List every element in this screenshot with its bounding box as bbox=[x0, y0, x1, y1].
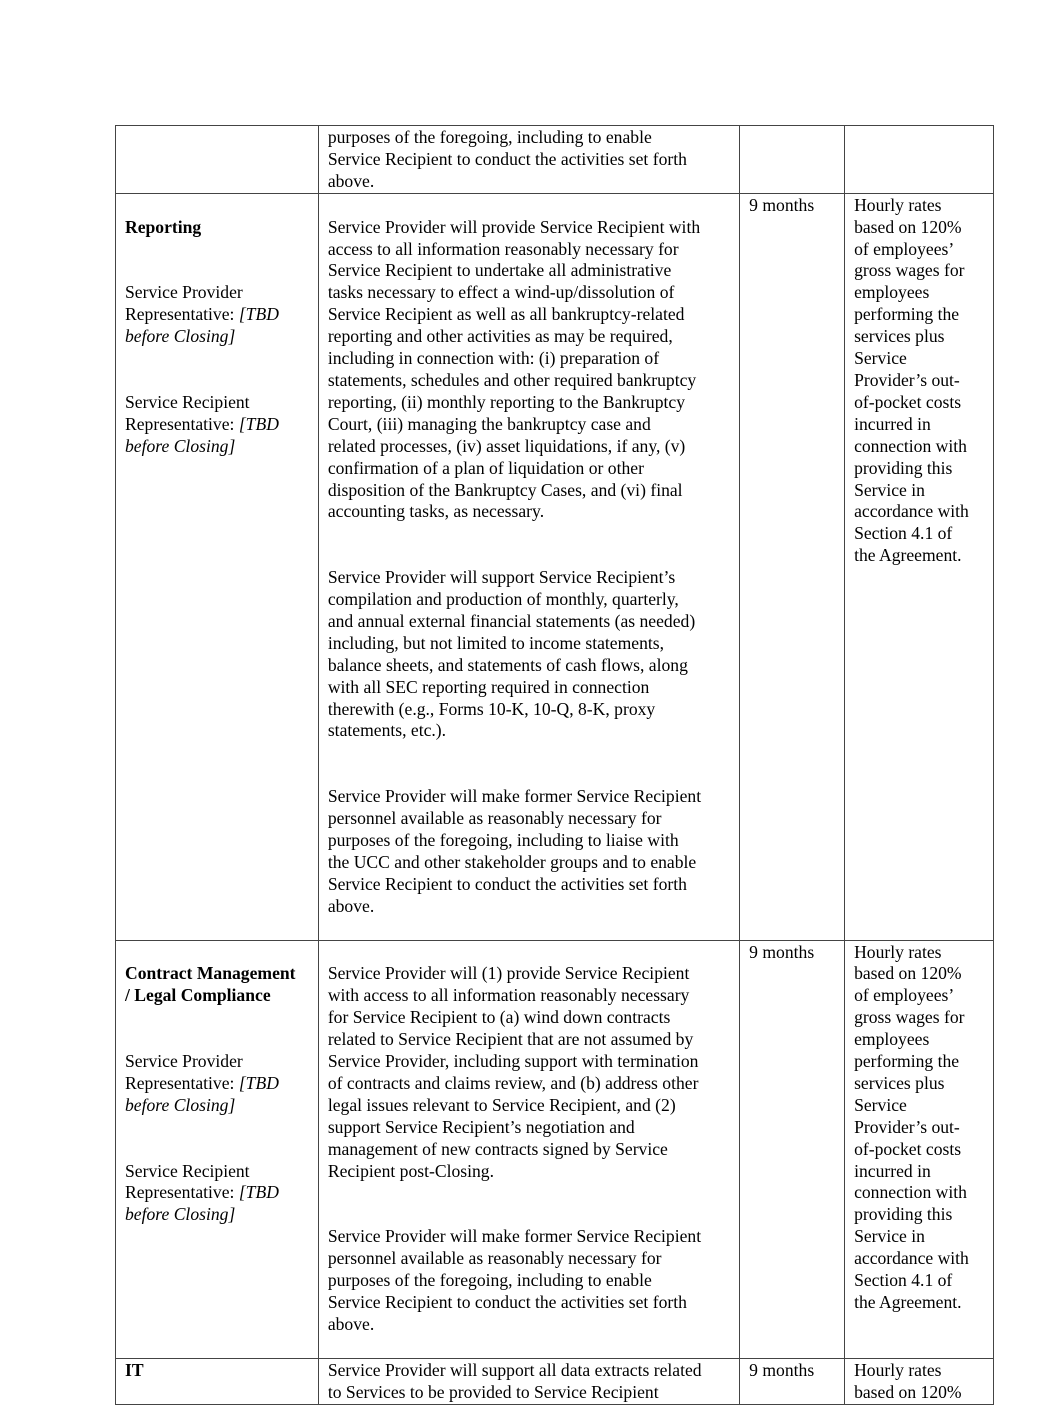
description-paragraph: Service Provider will (1) provide Service Recipient with access to all information reasonably necessary for Service Recipient to (a) wind down contracts related to Service Recipient that are not assumed by Service Provider, including support with termination of contracts and claims review, and (b) address other legal issues relevant to Service Recipient, and (2) support Service Recipient’s negotiation and management of new contracts signed by Service Recipient post-Closing. bbox=[327, 963, 699, 1181]
recipient-representative bbox=[125, 1161, 312, 1227]
description-paragraph: Service Provider will make former Service Recipient personnel available as reasonably necessary for purposes of the foregoing, including to enable Service Recipient to conduct the activities set forth above. bbox=[327, 1226, 702, 1334]
provider-representative bbox=[125, 1051, 312, 1117]
duration-cell: 9 months bbox=[740, 193, 845, 940]
recipient-rep-value: [TBD before Closing] bbox=[125, 1182, 279, 1225]
recipient-rep-value: [TBD before Closing] bbox=[125, 413, 279, 456]
description-cell bbox=[318, 940, 739, 1358]
cost-cell: Hourly rates based on 120% bbox=[845, 1358, 994, 1404]
services-schedule-table bbox=[115, 125, 994, 1405]
service-name: Contract Management / Legal Compliance bbox=[125, 963, 296, 1006]
service-cell bbox=[116, 940, 319, 1358]
description-paragraph: Service Provider will provide Service Recipient with access to all information reasonably necessary for Service Recipient to undertake all administrative tasks necessary to effect a wind-up/dissolution of Service Recipient as well as all bankruptcy-related reporting and other activities as may be required, including in connection with: (i) preparation of statements, schedules and other required bankruptcy reporting, (ii) monthly reporting to the Bankruptcy Court, (iii) managing the bankruptcy case and related processes, (iv) asset liquidations, if any, (v) confirmation of a plan of liquidation or other disposition of the Bankruptcy Cases, and (vi) final accounting tasks, as necessary. bbox=[327, 216, 701, 522]
table-row bbox=[116, 126, 994, 194]
cost-cell: Hourly rates based on 120% of employees’ gross wages for employees performing the services plus Service Provider’s out- of-pocket costs incurred in connection with providing this Service in accordance with Section 4.1 of the Agreement. bbox=[845, 940, 994, 1358]
description-cell bbox=[318, 193, 739, 940]
table-row bbox=[116, 940, 994, 1358]
recipient-rep-label: Service Recipient Representative: bbox=[125, 391, 250, 434]
service-cell bbox=[116, 126, 319, 194]
description-cell bbox=[318, 1358, 739, 1404]
provider-rep-label: Service Provider Representative: bbox=[125, 282, 243, 325]
provider-rep-value: [TBD before Closing] bbox=[125, 1072, 279, 1115]
duration-cell: 9 months bbox=[740, 940, 845, 1358]
description-paragraph: Service Provider will support all data extracts related to Services to be provided to Service Recipient bbox=[327, 1359, 702, 1402]
service-cell bbox=[116, 1358, 319, 1404]
cost-cell: Hourly rates based on 120% of employees’ gross wages for employees performing the services plus Service Provider’s out- of-pocket costs incurred in connection with providing this Service in accordance with Section 4.1 of the Agreement. bbox=[845, 193, 994, 940]
service-name: IT bbox=[125, 1359, 144, 1380]
description-cell bbox=[318, 126, 739, 194]
table-row bbox=[116, 193, 994, 940]
description-paragraph: purposes of the foregoing, including to enable Service Recipient to conduct the activities set forth above. bbox=[327, 127, 687, 191]
service-name: Reporting bbox=[125, 216, 202, 237]
provider-representative bbox=[125, 282, 312, 348]
cost-cell bbox=[845, 126, 994, 194]
provider-rep-label: Service Provider Representative: bbox=[125, 1051, 243, 1093]
description-paragraph: Service Provider will make former Service Recipient personnel available as reasonably necessary for purposes of the foregoing, including to liaise with the UCC and other stakeholder groups and to enable Service Recipient to conduct the activities set forth above. bbox=[327, 786, 702, 916]
table-row bbox=[116, 1358, 994, 1404]
recipient-rep-label: Service Recipient Representative: bbox=[125, 1160, 250, 1203]
service-cell bbox=[116, 193, 319, 940]
duration-cell: 9 months bbox=[740, 1358, 845, 1404]
duration-cell bbox=[740, 126, 845, 194]
recipient-representative bbox=[125, 392, 312, 458]
description-paragraph: Service Provider will support Service Recipient’s compilation and production of monthly, quarterly, and annual external financial statements (as needed) including, but not limited to income statements, balance sheets, and statements of cash flows, along with all SEC reporting required in connection therewith (e.g., Forms 10-K, 10-Q, 8-K, proxy statements, etc.). bbox=[327, 567, 696, 741]
provider-rep-value: [TBD before Closing] bbox=[125, 304, 279, 347]
